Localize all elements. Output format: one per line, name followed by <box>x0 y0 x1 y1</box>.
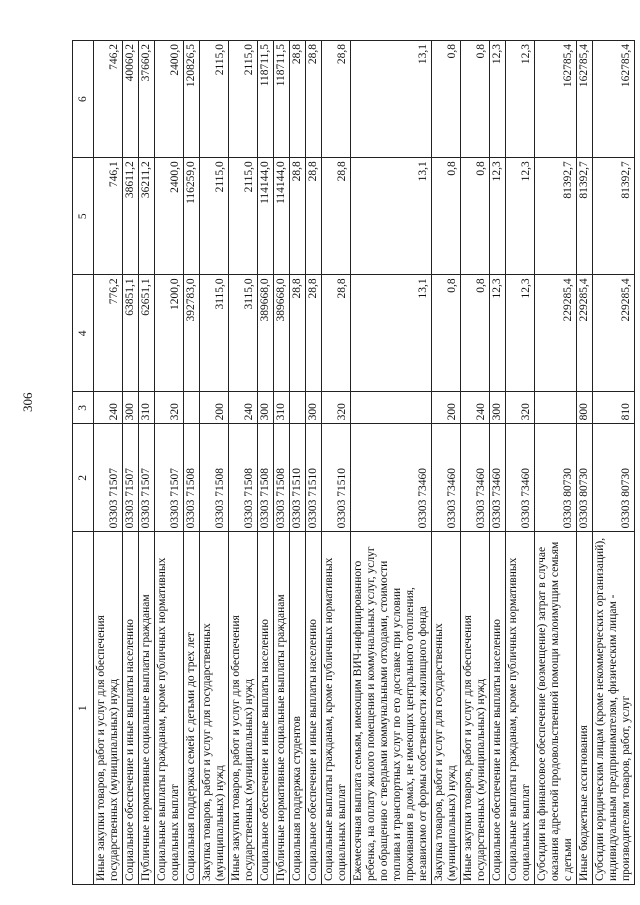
row-value-col6: 12,3 <box>490 41 506 158</box>
row-code: 03303 80730 <box>593 424 635 532</box>
row-value-col6: 12,3 <box>506 41 535 158</box>
row-value-col5: 114144,0 <box>274 158 290 275</box>
row-value-col4: 62651,1 <box>139 275 155 392</box>
table-row <box>200 41 229 885</box>
row-value-col5: 116259,0 <box>184 158 200 275</box>
header-col-2: 2 <box>73 424 94 532</box>
row-expense-type: 300 <box>258 392 274 424</box>
row-code: 03303 73460 <box>506 424 535 532</box>
table-row <box>229 41 258 885</box>
row-value-col4: 3115,0 <box>200 275 229 392</box>
row-code: 03303 71508 <box>200 424 229 532</box>
row-value-col4: 776,2 <box>94 275 123 392</box>
row-code: 03303 71508 <box>229 424 258 532</box>
table-row <box>461 41 490 885</box>
table-row <box>155 41 184 885</box>
row-code: 03303 71507 <box>139 424 155 532</box>
table-row <box>490 41 506 885</box>
budget-table <box>72 40 635 885</box>
row-value-col4: 63851,1 <box>123 275 139 392</box>
rotated-table-container <box>72 40 632 885</box>
row-value-col6: 2115,0 <box>229 41 258 158</box>
table-row <box>274 41 290 885</box>
row-description: Публичные нормативные социальные выплаты гражданам <box>274 532 290 885</box>
row-value-col4: 229285,4 <box>535 275 577 392</box>
row-value-col4: 0,8 <box>461 275 490 392</box>
table-row <box>184 41 200 885</box>
row-description: Социальное обеспечение и иные выплаты населению <box>123 532 139 885</box>
row-value-col4: 12,3 <box>490 275 506 392</box>
table-row <box>577 41 593 885</box>
row-expense-type <box>351 392 432 424</box>
row-code: 03303 71510 <box>322 424 351 532</box>
row-description: Иные закупки товаров, работ и услуг для обеспечения государственных (муниципальных) нужд <box>229 532 258 885</box>
row-value-col5: 81392,7 <box>593 158 635 275</box>
row-code: 03303 71508 <box>184 424 200 532</box>
table-row <box>432 41 461 885</box>
row-value-col4: 389668,0 <box>258 275 274 392</box>
row-expense-type: 320 <box>155 392 184 424</box>
row-code: 03303 71510 <box>306 424 322 532</box>
row-value-col5: 0,8 <box>461 158 490 275</box>
table-row <box>593 41 635 885</box>
row-value-col5: 13,1 <box>351 158 432 275</box>
header-col-6: 6 <box>73 41 94 158</box>
table-header-row <box>73 41 94 885</box>
row-expense-type: 240 <box>229 392 258 424</box>
table-row <box>535 41 577 885</box>
row-value-col5: 28,8 <box>306 158 322 275</box>
row-description: Социальная поддержка студентов <box>290 532 306 885</box>
row-value-col5: 2115,0 <box>200 158 229 275</box>
row-value-col5: 114144,0 <box>258 158 274 275</box>
row-expense-type <box>290 392 306 424</box>
table-row <box>506 41 535 885</box>
row-code: 03303 80730 <box>535 424 577 532</box>
table-row <box>94 41 123 885</box>
row-value-col4: 392783,0 <box>184 275 200 392</box>
table-row <box>290 41 306 885</box>
row-description: Закупка товаров, работ и услуг для государственных (муниципальных) нужд <box>200 532 229 885</box>
row-description: Субсидии юридическим лицам (кроме некоммерческих организаций), индивидуальным предпринимателям, физическим лицам - производителям товаров, работ, услуг <box>593 532 635 885</box>
row-code: 03303 73460 <box>461 424 490 532</box>
row-description: Социальные выплаты гражданам, кроме публичных нормативных социальных выплат <box>322 532 351 885</box>
row-value-col4: 3115,0 <box>229 275 258 392</box>
row-code: 03303 73460 <box>490 424 506 532</box>
row-value-col4: 1200,0 <box>155 275 184 392</box>
row-code: 03303 71507 <box>155 424 184 532</box>
row-value-col4: 389668,0 <box>274 275 290 392</box>
row-value-col6: 13,1 <box>351 41 432 158</box>
row-code: 03303 73460 <box>351 424 432 532</box>
table-row <box>258 41 274 885</box>
row-expense-type: 300 <box>306 392 322 424</box>
row-value-col5: 0,8 <box>432 158 461 275</box>
row-value-col6: 40060,2 <box>123 41 139 158</box>
row-expense-type: 300 <box>490 392 506 424</box>
row-value-col6: 120826,5 <box>184 41 200 158</box>
row-value-col6: 2115,0 <box>200 41 229 158</box>
row-description: Иные закупки товаров, работ и услуг для обеспечения государственных (муниципальных) нужд <box>461 532 490 885</box>
row-value-col6: 28,8 <box>322 41 351 158</box>
row-value-col6: 162785,4 <box>535 41 577 158</box>
row-value-col5: 28,8 <box>290 158 306 275</box>
row-value-col5: 38611,2 <box>123 158 139 275</box>
table-row <box>123 41 139 885</box>
row-description: Социальные выплаты гражданам, кроме публичных нормативных социальных выплат <box>155 532 184 885</box>
row-expense-type: 810 <box>593 392 635 424</box>
page-number: 306 <box>20 392 35 412</box>
row-value-col4: 0,8 <box>432 275 461 392</box>
header-col-5: 5 <box>73 158 94 275</box>
row-expense-type <box>535 392 577 424</box>
row-description: Субсидии на финансовое обеспечение (возмещение) затрат в случае оказания адресной продовольственной помощи малоимущим семьям с детьми <box>535 532 577 885</box>
row-description: Социальное обеспечение и иные выплаты населению <box>306 532 322 885</box>
row-value-col6: 28,8 <box>306 41 322 158</box>
row-code: 03303 73460 <box>432 424 461 532</box>
row-value-col5: 12,3 <box>506 158 535 275</box>
row-value-col4: 28,8 <box>322 275 351 392</box>
row-description: Закупка товаров, работ и услуг для государственных (муниципальных) нужд <box>432 532 461 885</box>
row-value-col6: 0,8 <box>461 41 490 158</box>
row-expense-type: 320 <box>322 392 351 424</box>
row-value-col5: 746,1 <box>94 158 123 275</box>
row-value-col6: 162785,4 <box>593 41 635 158</box>
row-expense-type: 200 <box>432 392 461 424</box>
row-expense-type <box>184 392 200 424</box>
row-description: Социальные выплаты гражданам, кроме публичных нормативных социальных выплат <box>506 532 535 885</box>
header-col-3: 3 <box>73 392 94 424</box>
row-value-col4: 229285,4 <box>577 275 593 392</box>
row-value-col5: 36211,2 <box>139 158 155 275</box>
row-expense-type: 800 <box>577 392 593 424</box>
table-row <box>322 41 351 885</box>
row-value-col4: 13,1 <box>351 275 432 392</box>
row-description: Иные бюджетные ассигнования <box>577 532 593 885</box>
row-value-col5: 2115,0 <box>229 158 258 275</box>
row-value-col4: 229285,4 <box>593 275 635 392</box>
row-value-col5: 81392,7 <box>577 158 593 275</box>
row-expense-type: 310 <box>274 392 290 424</box>
row-value-col6: 118711,5 <box>274 41 290 158</box>
row-value-col4: 28,8 <box>290 275 306 392</box>
row-value-col6: 0,8 <box>432 41 461 158</box>
row-expense-type: 200 <box>200 392 229 424</box>
row-code: 03303 71507 <box>94 424 123 532</box>
row-value-col4: 28,8 <box>306 275 322 392</box>
row-expense-type: 240 <box>94 392 123 424</box>
row-value-col5: 12,3 <box>490 158 506 275</box>
row-description: Социальное обеспечение и иные выплаты населению <box>490 532 506 885</box>
row-value-col6: 118711,5 <box>258 41 274 158</box>
table-row <box>306 41 322 885</box>
row-value-col5: 81392,7 <box>535 158 577 275</box>
table-row <box>139 41 155 885</box>
row-value-col6: 28,8 <box>290 41 306 158</box>
table-row <box>351 41 432 885</box>
row-value-col4: 12,3 <box>506 275 535 392</box>
row-description: Иные закупки товаров, работ и услуг для обеспечения государственных (муниципальных) нужд <box>94 532 123 885</box>
row-value-col6: 2400,0 <box>155 41 184 158</box>
row-expense-type: 320 <box>506 392 535 424</box>
row-code: 03303 71508 <box>274 424 290 532</box>
header-col-1: 1 <box>73 532 94 885</box>
row-expense-type: 310 <box>139 392 155 424</box>
row-description: Ежемесячная выплата семьям, имеющим ВИЧ-инфицированного ребенка, на оплату жилого помещения и коммунальных услуг, услуг по обращению с твердыми коммунальными отходами, стоимости топлива и транспортных услуг по его доставке при условии проживания в домах, не имеющих центрального отопления, независимо от формы собственности жилищного фонда <box>351 532 432 885</box>
row-value-col6: 746,2 <box>94 41 123 158</box>
row-expense-type: 240 <box>461 392 490 424</box>
row-value-col6: 162785,4 <box>577 41 593 158</box>
row-value-col5: 2400,0 <box>155 158 184 275</box>
row-code: 03303 71508 <box>258 424 274 532</box>
row-description: Публичные нормативные социальные выплаты гражданам <box>139 532 155 885</box>
row-code: 03303 71510 <box>290 424 306 532</box>
row-expense-type: 300 <box>123 392 139 424</box>
row-value-col5: 28,8 <box>322 158 351 275</box>
row-description: Социальная поддержка семей с детьми до трех лет <box>184 532 200 885</box>
row-code: 03303 71507 <box>123 424 139 532</box>
row-code: 03303 80730 <box>577 424 593 532</box>
row-description: Социальное обеспечение и иные выплаты населению <box>258 532 274 885</box>
header-col-4: 4 <box>73 275 94 392</box>
row-value-col6: 37660,2 <box>139 41 155 158</box>
